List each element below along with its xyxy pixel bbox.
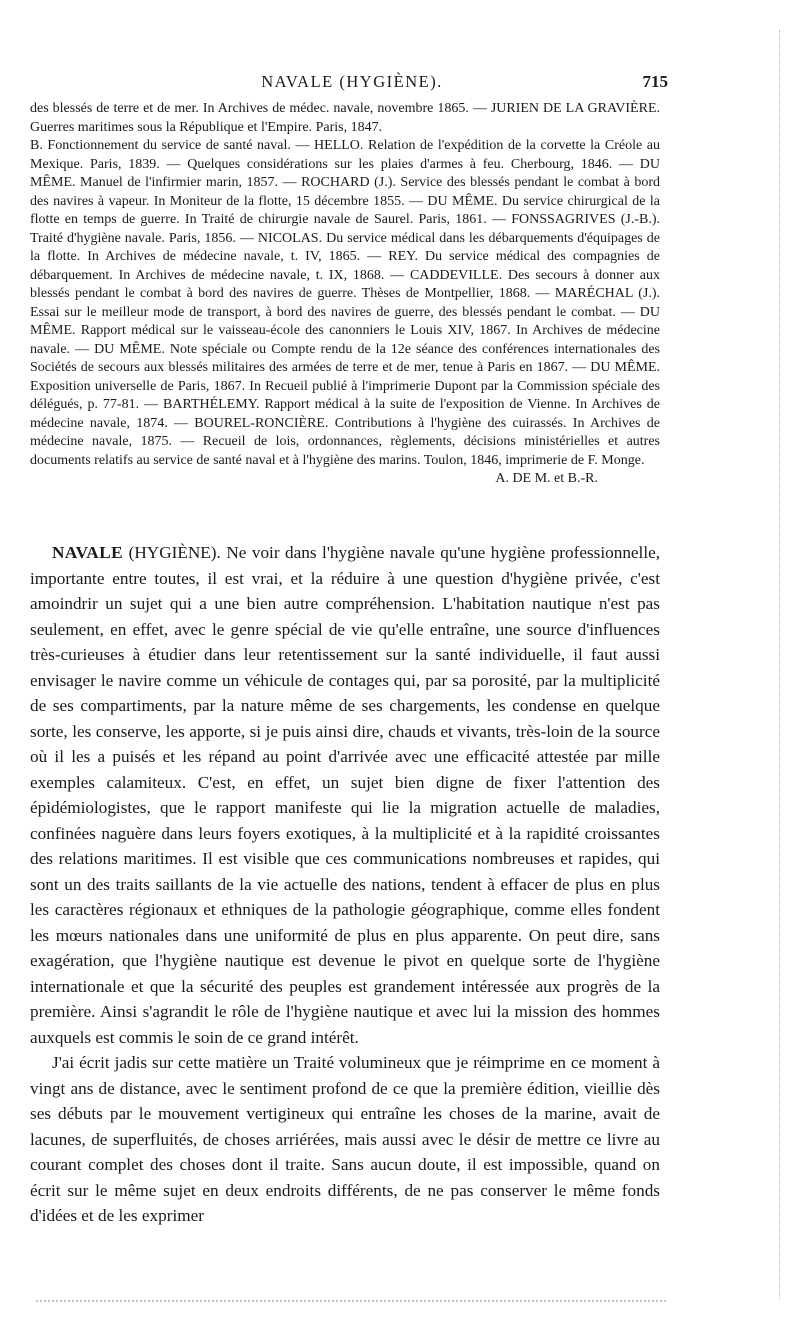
bibliography-section-b: B. Fonctionnement du service de santé naval. — HELLO. Relation de l'expédition de la corvette la Créole au Mexique. Paris, 1839. — Quelques considérations sur les plaies d'armes à feu. Cherbourg, 1846. — DU MÊME. Manuel de l'infirmier marin, 1857. — ROCHARD (J.). Service des blessés pendant le combat à bord des navires à vapeur. In Moniteur de la flotte, 15 décembre 1855. — DU MÊME. Du service chirurgical de la flotte en temps de guerre. In Traité de chirurgie navale de Saurel. Paris, 1861. — FONSSAGRIVES (J.-B.). Traité d'hygiène navale. Paris, 1856. — NICOLAS. Du service médical dans les débarquements d'équipages de la flotte. In Archives de médecine navale, t. IV, 1865. — REY. Du service médical des compagnies de débarquement. In Archives de médecine navale, t. IX, 1868. — CADDEVILLE. Des secours à donner aux blessés pendant le combat à bord des navires de guerre. Thèses de Montpellier, 1868. — MARÉCHAL (J.). Essai sur le meilleur mode de transport, à bord des navires de guerre, des blessés pendant le combat. — DU MÊME. Rapport médical sur le vaisseau-école des canonniers le Louis XIV, 1867. In Archives de médecine navale. — DU MÊME. Note spéciale ou Compte rendu de la 12e séance des conférences internationales des Sociétés de secours aux blessés militaires des armées de terre et de mer, tenue à Paris en 1867. — DU MÊME. Exposition universelle de Paris, 1867. In Recueil publié à l'imprimerie Dupont par la Commission spéciale des délégués, p. 77-81. — BARTHÉLEMY. Rapport médical à la suite de l'exposition de Vienne. In Archives de médecine navale, 1874. — BOUREL-RONCIÈRE. Contributions à l'hygiène des cuirassés. In Archives de médecine navale, 1875. — Recueil de lois, ordonnances, règlements, décisions ministérielles et autres documents relatifs au service de santé naval et à l'hygiène des marins. Toulon, 1846, imprimerie de F. Monge. [30,138,660,468]
bottom-scan-rule [36,1300,666,1302]
bibliography-block [30,100,660,489]
article-headword-sub: (HYGIÈNE). [128,543,221,562]
running-title: NAVALE (HYGIÈNE). [261,72,443,91]
article-paragraph-2: J'ai écrit jadis sur cette matière un Traité volumineux que je réimprime en ce moment à vingt ans de distance, avec le sentiment profond de ce que la première édition, vieillie dès ses débuts par le mouvement vertigineux qui entraîne les choses de la marine, avait de lacunes, de superfluités, de choses arriérées, mais aussi avec le désir de mettre ce livre au courant complet des choses dont il traite. Sans aucun doute, il est impossible, quand on écrit sur le même sujet en deux endroits différents, de ne pas conserver le même fonds d'idées et de les exprimer [30,1053,660,1225]
article-paragraph-1 [30,540,660,1050]
scan-margin-marks [767,30,780,1300]
paragraph-1-text: Ne voir dans l'hygiène navale qu'une hygiène professionnelle, importante entre toutes, il est vrai, et la réduire à une question d'hygiène privée, c'est amoindrir un sujet qui a une bien autre compréhension. L'habitation nautique n'est pas seulement, en effet, avec le genre spécial de vie qu'elle entraîne, une source d'influences très-curieuses à étudier dans leur retentissement sur la santé individuelle, il faut aussi envisager le navire comme un véhicule de contages qui, par sa porosité, par la multiplicité de ses compartiments, par la nature même de ses chargements, les condense en quelque sorte, les conserve, les apporte, si je puis ainsi dire, chauds et vivants, très-loin de la source où il les a puisés et les répand au point d'arrivée avec une efficacité attestée par mille exemples calamiteux. C'est, en effet, un sujet bien digne de fixer l'attention des épidémiologistes, que le rapport manifeste qui lie la migration actuelle de maladies, confinées naguère dans leurs foyers exotiques, à la multiplicité et à la rapidité croissantes des relations maritimes. Il est visible que ces communications nombreuses et rapides, qui sont un des traits saillants de la vie actuelle des nations, tendent à effacer de plus en plus les caractères régionaux et ethniques de la pathologie géographique, comme elles fondent les mœurs nationales dans une uniformité de plus en plus apparente. On peut dire, sans exagération, que l'hygiène nautique est devenue le pivot en quelque sorte de l'hygiène internationale et que la sécurité des peuples est grandement intéressée aux progrès de la première. Ainsi s'agrandit le rôle de l'hygiène nautique et avec lui la mission des hommes auxquels est commis le soin de ce grand intérêt. [30,543,661,1047]
page-number: 715 [642,72,668,91]
article-headword: NAVALE [52,543,124,562]
page-header [36,72,668,96]
article-body [30,540,660,1229]
authors-signature: A. DE M. et B.-R. [495,471,598,486]
bibliography-continuation: des blessés de terre et de mer. In Archives de médec. navale, novembre 1865. — JURIEN DE LA GRAVIÈRE. Guerres maritimes sous la République et l'Empire. Paris, 1847. [30,101,660,135]
